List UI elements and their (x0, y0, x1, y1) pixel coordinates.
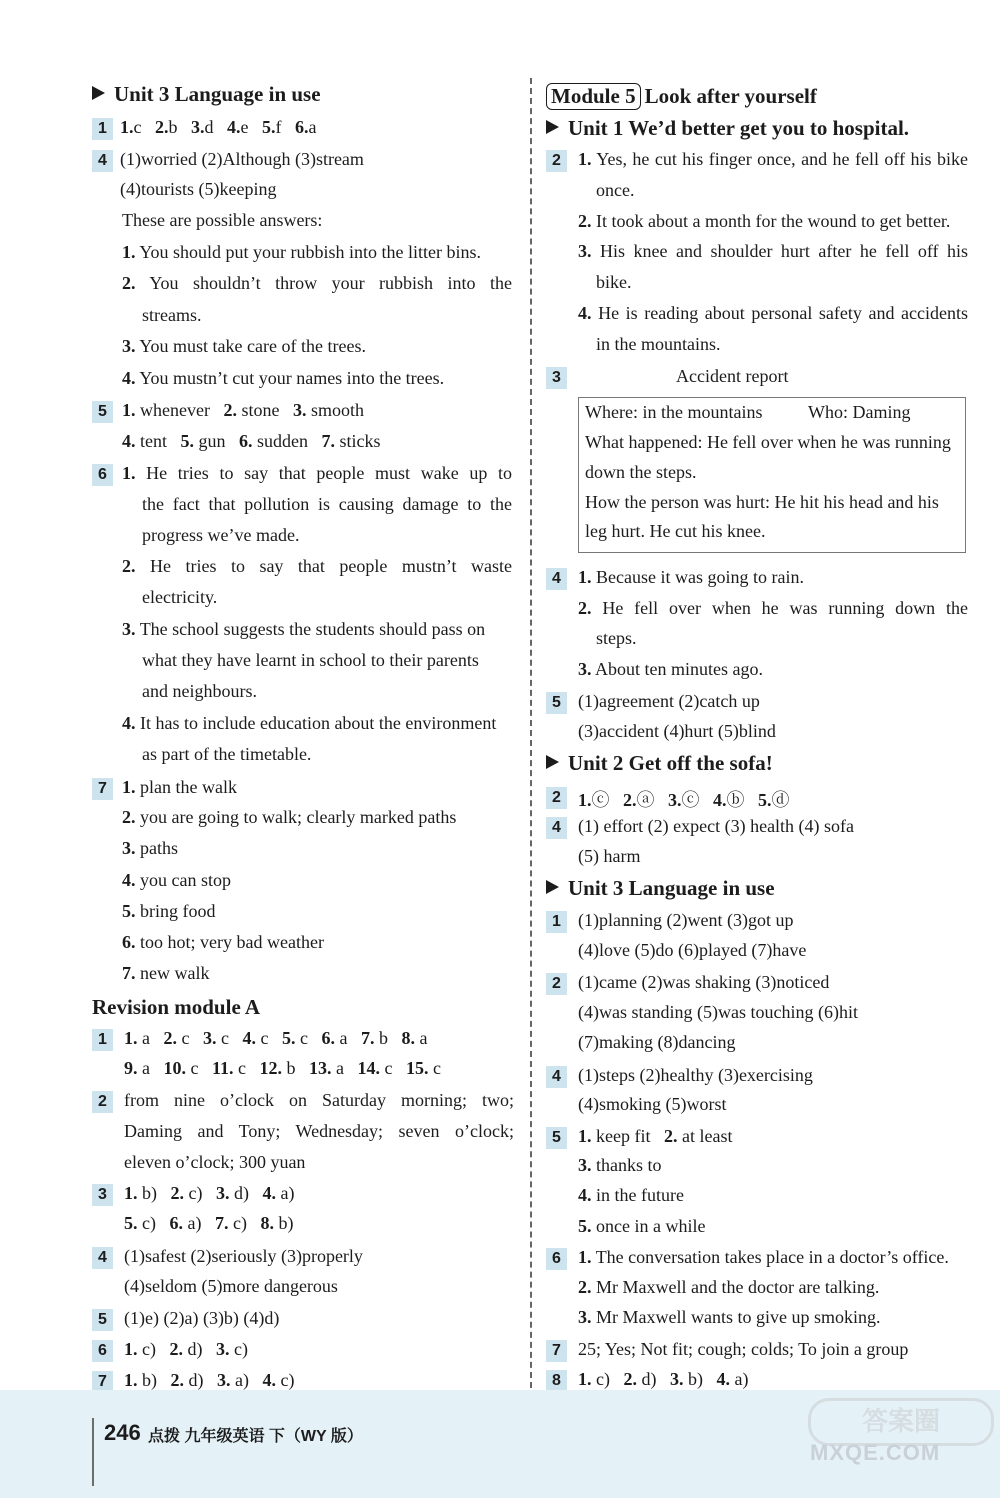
question-number: 7 (546, 1340, 567, 1362)
answer-line: 1. The conversation takes place in a doctor’s office. (578, 1247, 949, 1267)
answer-line: 1. a 2. c 3. c 4. c 5. c 6. a 7. b 8. a (124, 1028, 428, 1048)
answer-line: 3. thanks to (578, 1155, 662, 1175)
question-number: 5 (546, 1127, 567, 1149)
question-number: 7 (92, 1371, 113, 1393)
answer-line: 1. c) 2. d) 3. b) 4. a) (578, 1369, 749, 1389)
answer-line: (1)agreement (2)catch up (578, 691, 760, 711)
unit-heading: Unit 3 Language in use (92, 82, 321, 107)
answer-line: 2. you are going to walk; clearly marked paths (122, 807, 457, 827)
report-title: Accident report (676, 366, 789, 386)
answer-line: (3)accident (4)hurt (5)blind (578, 721, 776, 741)
answer-line: and neighbours. (142, 681, 257, 701)
answer-line: from nine o’clock on Saturday morning; two; (124, 1090, 514, 1110)
answer-line: 4. You mustn’t cut your names into the trees. (122, 368, 445, 388)
answer-line: 4. He is reading about personal safety and accidents (578, 303, 968, 323)
answer-line: 2. You shouldn’t throw your rubbish into the (122, 273, 512, 293)
answer-line: 4. It has to include education about the environment (122, 713, 497, 733)
answer-line: 5. c) 6. a) 7. c) 8. b) (124, 1213, 294, 1233)
answer-line (120, 117, 317, 138)
answer-line: steps. (596, 628, 637, 648)
answer-line: 2. He fell over when he was running down the (578, 598, 968, 618)
answer-line: 2. It took about a month for the wound to get better. (578, 211, 951, 231)
answer-line: (4)smoking (5)worst (578, 1094, 727, 1114)
answer-line: 1. keep fit 2. at least (578, 1126, 733, 1146)
report-line: What happened: He fell over when he was running (585, 432, 951, 452)
question-number: 4 (92, 150, 113, 172)
question-number: 4 (546, 1066, 567, 1088)
answer-line: 1.ⓒ 2.ⓐ 3.ⓒ 4.ⓑ 5.ⓓ (578, 790, 790, 810)
answer-item: 3.d (191, 117, 214, 137)
answer-line: (5) harm (578, 846, 641, 866)
question-number: 8 (546, 1370, 567, 1392)
answer-line: (1)planning (2)went (3)got up (578, 910, 794, 930)
question-number: 6 (546, 1248, 567, 1270)
question-number: 4 (92, 1247, 113, 1269)
answer-line: eleven o’clock; 300 yuan (124, 1152, 306, 1172)
answer-line: 1. c) 2. d) 3. c) (124, 1339, 248, 1359)
answer-line: 1. plan the walk (122, 777, 237, 797)
question-number: 3 (546, 367, 567, 389)
answer-line: 3. paths (122, 838, 178, 858)
answer-line: These are possible answers: (122, 210, 323, 230)
question-number: 4 (546, 817, 567, 839)
answer-line: in the mountains. (596, 334, 721, 354)
answer-line: 2. He tries to say that people mustn’t waste (122, 556, 513, 576)
unit-heading: Unit 3 Language in use (546, 876, 775, 901)
answer-line: 1. Because it was going to rain. (578, 567, 804, 587)
triangle-icon (546, 880, 559, 894)
question-number: 2 (546, 150, 567, 172)
page-number: 246 (104, 1420, 141, 1445)
question-number: 2 (546, 973, 567, 995)
answer-line: electricity. (142, 587, 218, 607)
answer-line: bike. (596, 272, 632, 292)
answer-line: 3. His knee and shoulder hurt after he fell off his (578, 241, 968, 261)
answer-line: (4)was standing (5)was touching (6)hit (578, 1002, 858, 1022)
answer-line: 1. b) 2. c) 3. d) 4. a) (124, 1183, 295, 1203)
answer-line: (1)came (2)was shaking (3)noticed (578, 972, 830, 992)
question-number: 1 (92, 118, 113, 140)
revision-heading: Revision module A (92, 995, 261, 1019)
question-number: 6 (92, 464, 113, 486)
answer-line: (4)tourists (5)keeping (120, 179, 277, 199)
answer-line: 3. About ten minutes ago. (578, 659, 763, 679)
answer-line: Daming and Tony; Wednesday; seven o’clock; (124, 1121, 514, 1141)
answer-line: 1. whenever 2. stone 3. smooth (122, 400, 364, 420)
answer-line: 4. you can stop (122, 870, 231, 890)
answer-line: (4)seldom (5)more dangerous (124, 1276, 338, 1296)
report-line: leg hurt. He cut his knee. (585, 521, 766, 541)
page-footer (0, 1390, 1000, 1498)
question-number: 1 (92, 1029, 113, 1051)
answer-line: 5. once in a while (578, 1216, 706, 1236)
watermark-url: MXQE.COM (810, 1440, 941, 1465)
question-number: 5 (546, 692, 567, 714)
book-title: 点拨 九年级英语 下（WY 版） (148, 1428, 363, 1445)
answer-line: what they have learnt in school to their parents (142, 650, 479, 670)
answer-line: 9. a 10. c 11. c 12. b 13. a 14. c 15. c (124, 1058, 442, 1078)
report-line: How the person was hurt: He hit his head and his (585, 492, 939, 512)
report-where: Where: in the mountains (585, 402, 763, 422)
watermark-logo: 答案圈 (808, 1398, 994, 1446)
answer-line: 3. Mr Maxwell wants to give up smoking. (578, 1307, 881, 1327)
answer-line: as part of the timetable. (142, 744, 312, 764)
answer-line: 4. in the future (578, 1185, 684, 1205)
column-divider (530, 78, 532, 1398)
answer-line: (1)e) (2)a) (3)b) (4)d) (124, 1308, 280, 1328)
answer-line: (7)making (8)dancing (578, 1032, 736, 1052)
unit-heading: Unit 2 Get off the sofa! (546, 751, 773, 776)
question-number: 2 (546, 787, 567, 809)
answer-line: 1. b) 2. d) 3. a) 4. c) (124, 1370, 295, 1390)
question-number: 6 (92, 1340, 113, 1362)
question-number: 3 (92, 1184, 113, 1206)
answer-line: 1. You should put your rubbish into the litter bins. (122, 242, 482, 262)
answer-line: (1)worried (2)Although (3)stream (120, 149, 364, 169)
answer-line: 3. The school suggests the students should pass on (122, 619, 486, 639)
answer-line: 2. Mr Maxwell and the doctor are talking. (578, 1277, 880, 1297)
question-number: 5 (92, 401, 113, 423)
answer-line: (1) effort (2) expect (3) health (4) sofa (578, 816, 855, 836)
question-number: 7 (92, 778, 113, 800)
answer-line: 7. new walk (122, 963, 210, 983)
answer-line: 4. tent 5. gun 6. sudden 7. sticks (122, 431, 381, 451)
report-who: Who: Daming (808, 402, 911, 422)
triangle-icon (546, 755, 559, 769)
answer-line: the fact that pollution is causing damage to the (142, 494, 512, 514)
answer-item: 2.b (155, 117, 178, 137)
unit-heading: Unit 1 We’d better get you to hospital. (546, 116, 909, 141)
question-number: 2 (92, 1091, 113, 1113)
answer-line: 6. too hot; very bad weather (122, 932, 324, 952)
answer-line: (4)love (5)do (6)played (7)have (578, 940, 807, 960)
answer-line: progress we’ve made. (142, 525, 300, 545)
answer-item: 6.a (295, 117, 317, 137)
answer-line: streams. (142, 305, 202, 325)
answer-item: 4.e (227, 117, 249, 137)
triangle-icon (92, 86, 105, 100)
triangle-icon (546, 120, 559, 134)
question-number: 5 (92, 1309, 113, 1331)
module-heading: Module 5 Look after yourself (546, 83, 817, 110)
answer-line: once. (596, 180, 635, 200)
question-number: 1 (546, 911, 567, 933)
module-label: Module 5 (546, 83, 641, 110)
answer-line: 1. He tries to say that people must wake up to (122, 463, 512, 483)
answer-line: 25; Yes; Not fit; cough; colds; To join a group (578, 1339, 909, 1359)
question-number: 4 (546, 568, 567, 590)
answer-line: 3. You must take care of the trees. (122, 336, 366, 356)
answer-line: 5. bring food (122, 901, 216, 921)
answer-line: (1)steps (2)healthy (3)exercising (578, 1065, 813, 1085)
answer-line: 1. Yes, he cut his finger once, and he fell off his bike (578, 149, 968, 169)
answer-item: 5.f (262, 117, 282, 137)
report-line: down the steps. (585, 462, 697, 482)
answer-line: (1)safest (2)seriously (3)properly (124, 1246, 363, 1266)
answer-item: 1.c (120, 117, 142, 137)
footer-rule (92, 1418, 94, 1486)
